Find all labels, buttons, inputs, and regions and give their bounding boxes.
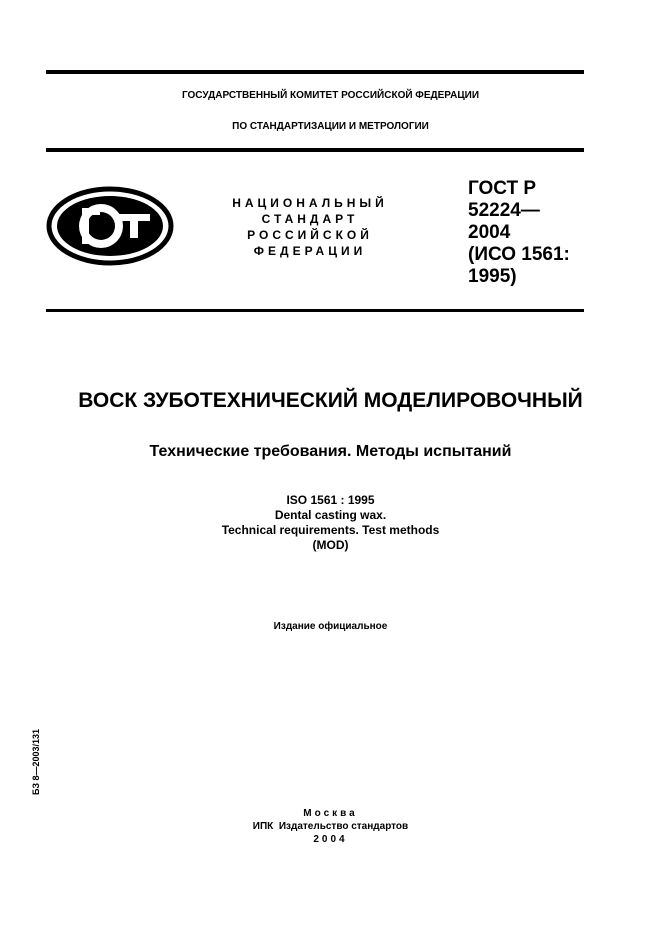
- official-edition: Издание официальное: [273, 621, 388, 632]
- middle-rule: [46, 309, 584, 312]
- top-rule: [46, 70, 584, 74]
- iso-line: Dental casting wax.: [274, 508, 387, 522]
- designation-line: 52224—: [468, 200, 540, 221]
- national-line: СТАНДАРТ: [261, 212, 359, 226]
- iso-reference: [0, 493, 661, 553]
- iso-line: ISO 1561 : 1995: [286, 493, 375, 507]
- document-title: ВОСК ЗУБОТЕХНИЧЕСКИЙ МОДЕЛИРОВОЧНЫЙ: [78, 389, 583, 412]
- side-code: БЗ 8—2003/131: [31, 728, 41, 795]
- designation-line: (ИСО 1561:: [468, 244, 570, 265]
- designation-line: 2004: [468, 222, 511, 243]
- national-line: РОССИЙСКОЙ: [247, 228, 373, 242]
- designation-line: ГОСТ Р: [468, 178, 537, 199]
- imprint-year: 2004: [313, 834, 348, 845]
- iso-line: (MOD): [312, 538, 349, 552]
- imprint-publisher: ИПК Издательство стандартов: [252, 821, 409, 832]
- standard-designation: [468, 178, 570, 288]
- imprint: [0, 807, 661, 846]
- national-line: ФЕДЕРАЦИИ: [253, 244, 367, 258]
- committee-subname: ПО СТАНДАРТИЗАЦИИ И МЕТРОЛОГИИ: [232, 121, 429, 132]
- header-rule: [46, 148, 584, 152]
- iso-line: Technical requirements. Test methods: [221, 523, 440, 537]
- imprint-city: Москва: [303, 808, 358, 819]
- designation-line: 1995): [468, 266, 517, 287]
- national-standard-label: [210, 195, 410, 259]
- national-line: НАЦИОНАЛЬНЫЙ: [232, 196, 388, 210]
- rst-logo-icon: [46, 186, 174, 271]
- committee-name: ГОСУДАРСТВЕННЫЙ КОМИТЕТ РОССИЙСКОЙ ФЕДЕРАЦИИ: [181, 90, 480, 101]
- document-subtitle: Технические требования. Методы испытаний: [149, 443, 512, 460]
